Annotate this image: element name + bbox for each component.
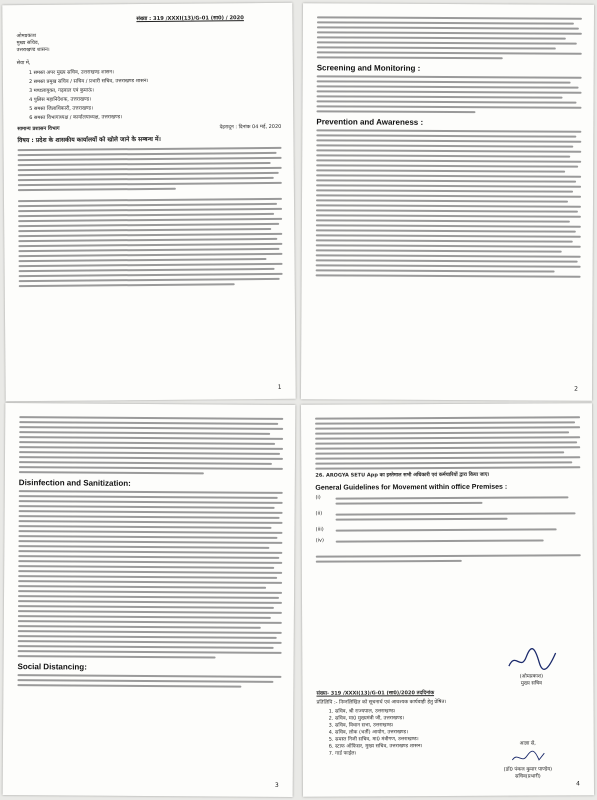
signature-block-2 bbox=[482, 740, 574, 780]
social-items bbox=[17, 674, 281, 688]
guideline-list bbox=[315, 493, 580, 545]
disinfection-items bbox=[18, 490, 283, 659]
recipient-item: 5 समस्त जिलाधिकारी, उत्तराखण्ड। bbox=[29, 105, 94, 113]
signatory-name: (ओमप्रकाश) bbox=[519, 673, 544, 680]
page-number: 1 bbox=[277, 383, 282, 391]
items-top bbox=[315, 416, 580, 469]
copy-item: 4. सचिव, लोक (भर्ती) आयोग, उत्तराखण्ड। bbox=[328, 729, 409, 736]
guideline-item bbox=[316, 525, 581, 534]
items-top bbox=[19, 416, 283, 475]
items-top bbox=[317, 16, 582, 59]
arogya-setu-item: 26. AROGYA SETU App का इस्तेमाल सभी अधिकारी एवं कर्मचारियों द्वारा किया जाए। bbox=[315, 471, 490, 479]
guideline-item bbox=[316, 509, 581, 523]
guideline-item bbox=[316, 536, 581, 545]
letter-page-1 bbox=[2, 3, 295, 402]
copy-item: 2. सचिव, मा0 मुख्यमंत्री जी, उत्तराखण्ड। bbox=[328, 715, 405, 722]
guideline-item bbox=[315, 493, 580, 507]
copy-item: 1. सचिव, श्री राज्यपाल, उत्तराखण्ड। bbox=[328, 708, 396, 715]
screening-items bbox=[316, 75, 581, 113]
recipient-item: 3 मण्डलायुक्त, गढ़वाल एवं कुमाऊं। bbox=[29, 87, 94, 95]
signatory-designation: मुख्य सचिव bbox=[520, 680, 542, 687]
letter-page-4 bbox=[301, 403, 594, 797]
sender-name: ओमप्रकाश bbox=[16, 32, 37, 40]
copy-item: 5. समस्त निजी सचिव, मा0 मंत्रीगण, उत्तराखण्ड। bbox=[328, 736, 419, 743]
prevention-items bbox=[316, 129, 582, 277]
page-number: 2 bbox=[574, 385, 579, 393]
recipient-item: 1 समस्त अपर मुख्य सचिव, उत्तराखण्ड शासन। bbox=[28, 69, 114, 77]
heading-screening: Screening and Monitoring : bbox=[316, 63, 421, 73]
letter-page-3 bbox=[3, 403, 296, 797]
guideline-number: (iv) bbox=[315, 537, 324, 544]
guideline-number: (i) bbox=[315, 494, 321, 501]
heading-disinfection: Disinfection and Sanitization: bbox=[18, 478, 131, 488]
guideline-number: (iii) bbox=[315, 526, 324, 533]
deputy-name: (डॉ0 पंकज कुमार पाण्डेय) bbox=[503, 766, 553, 773]
recipient-item: 6 समस्त विभागाध्यक्ष / कार्यालयाध्यक्ष, उत्तराखण्ड। bbox=[29, 114, 123, 122]
section-label: सामान्य प्रशासन विभाग bbox=[17, 125, 60, 133]
letter-page-2 bbox=[301, 3, 594, 401]
copy-item: 6. स्टाफ ऑफिसर, मुख्य सचिव, उत्तराखण्ड शासन। bbox=[328, 743, 423, 750]
recipient-item: 2 समस्त प्रमुख सचिव / सचिव / प्रभारी सचिव, उत्तराखण्ड शासन। bbox=[28, 78, 149, 86]
reference-number: संख्या : 319 /XXXI(13)/G-01 (सा0) / 2020 bbox=[136, 15, 244, 23]
sender-designation: मुख्य सचिव, bbox=[16, 39, 40, 47]
copy-item: 7. गार्ड फाईल। bbox=[328, 750, 357, 757]
reference-number-2: संख्या- 319 /XXXI(13)/G-01 (सा0)/2020 तददिनांक bbox=[316, 690, 435, 697]
heading-prevention: Prevention and Awareness : bbox=[316, 117, 424, 127]
copy-line: प्रतिलिपि :- निम्नलिखित को सूचनार्थ एवं आवश्यक कार्यवाही हेतु प्रेषित। bbox=[316, 699, 447, 706]
recipient-list bbox=[17, 68, 281, 122]
page-number: 3 bbox=[274, 781, 279, 789]
body-text bbox=[18, 147, 283, 287]
heading-guidelines: General Guidelines for Movement within office Premises : bbox=[315, 483, 508, 492]
order-label: आज्ञा से, bbox=[519, 740, 536, 747]
copy-item: 3. सचिव, विधान सभा, उत्तराखण्ड। bbox=[328, 722, 394, 729]
signature-block-1 bbox=[491, 645, 571, 686]
sender-government: उत्तराखण्ड शासन। bbox=[16, 46, 50, 54]
date-line: देहरादून : दिनांक 04 मई, 2020 bbox=[219, 123, 282, 131]
heading-social-distancing: Social Distancing: bbox=[17, 662, 87, 672]
signature-mark bbox=[500, 746, 555, 766]
deputy-designation: सचिव(प्रभारी) bbox=[515, 773, 541, 780]
page-number: 4 bbox=[576, 780, 580, 788]
to-label: सेवा में, bbox=[16, 60, 31, 67]
section-date-row bbox=[17, 124, 281, 133]
recipient-item: 4 पुलिस महानिदेशक, उत्तराखण्ड। bbox=[29, 96, 92, 104]
guideline-number: (ii) bbox=[315, 510, 323, 517]
signature-mark bbox=[504, 645, 559, 673]
subject-line: विषय : प्रदेश के शासकीय कार्यालयों को खोले जाने के सम्बन्ध में। bbox=[17, 135, 161, 145]
